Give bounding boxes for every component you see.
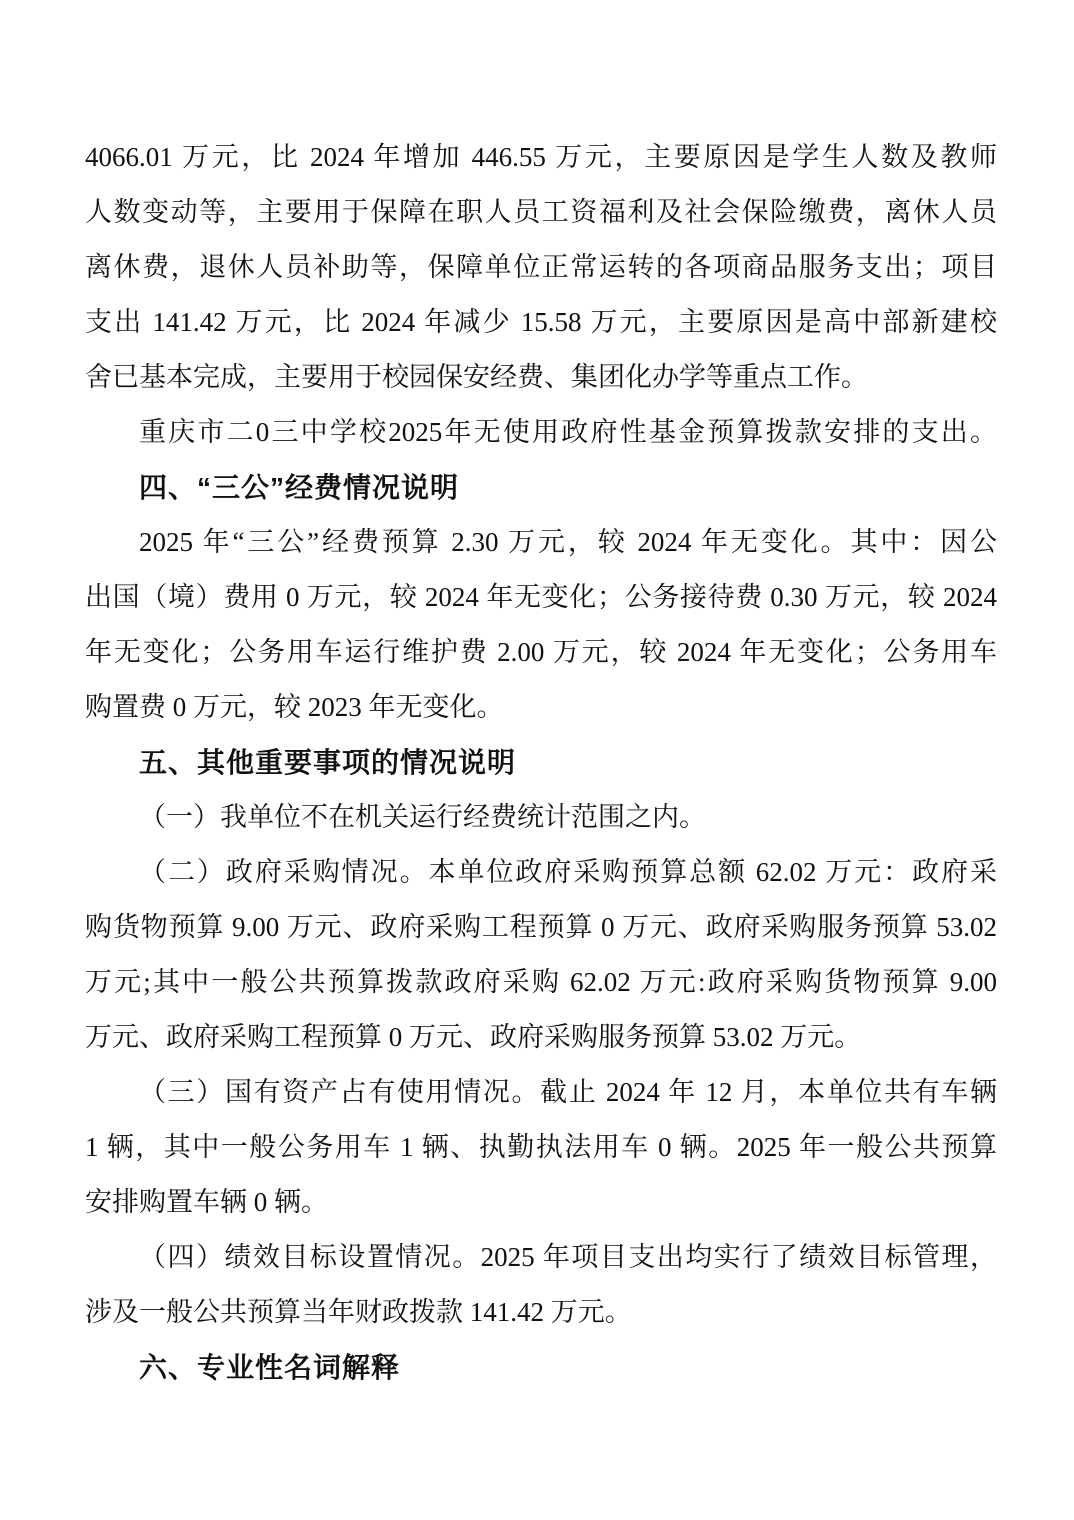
- text-line: （三）国有资产占有使用情况。截止 2024 年 12 月，本单位共有车辆: [139, 1077, 997, 1107]
- text-line: 离休费，退休人员补助等，保障单位正常运转的各项商品服务支出；项目: [85, 252, 997, 282]
- text-line: 出国（境）费用 0 万元，较 2024 年无变化；公务接待费 0.30 万元，较 2024: [85, 582, 997, 612]
- text-line: 2025 年“三公”经费预算 2.30 万元，较 2024 年无变化。其中：因公: [139, 527, 997, 557]
- text-line: （四）绩效目标设置情况。2025 年项目支出均实行了绩效目标管理，: [139, 1242, 997, 1272]
- section-heading: 六、专业性名词解释: [139, 1352, 401, 1383]
- text-line: 万元、政府采购工程预算 0 万元、政府采购服务预算 53.02 万元。: [85, 1022, 862, 1052]
- text-line: 安排购置车辆 0 辆。: [85, 1187, 328, 1217]
- text-line: （一）我单位不在机关运行经费统计范围之内。: [139, 802, 706, 832]
- text-line: （二）政府采购情况。本单位政府采购预算总额 62.02 万元：政府采: [139, 857, 997, 887]
- document-content: [85, 130, 997, 1395]
- text-line: 购置费 0 万元，较 2023 年无变化。: [85, 692, 504, 722]
- text-line: 重庆市二0三中学校2025年无使用政府性基金预算拨款安排的支出。: [139, 417, 997, 447]
- section-heading: 四、“三公”经费情况说明: [139, 472, 460, 503]
- text-line: 舍已基本完成，主要用于校园保安经费、集团化办学等重点工作。: [85, 362, 868, 392]
- text-line: 支出 141.42 万元，比 2024 年减少 15.58 万元，主要原因是高中部新建校: [85, 307, 997, 337]
- section-heading: 五、其他重要事项的情况说明: [139, 747, 517, 778]
- text-line: 年无变化；公务用车运行维护费 2.00 万元，较 2024 年无变化；公务用车: [85, 637, 997, 667]
- text-line: 万元;其中一般公共预算拨款政府采购 62.02 万元:政府采购货物预算 9.00: [85, 967, 997, 997]
- text-line: 人数变动等，主要用于保障在职人员工资福利及社会保险缴费，离休人员: [85, 197, 997, 227]
- text-line: 购货物预算 9.00 万元、政府采购工程预算 0 万元、政府采购服务预算 53.02: [85, 912, 997, 942]
- text-line: 4066.01 万元，比 2024 年增加 446.55 万元，主要原因是学生人数及教师: [85, 142, 997, 172]
- text-line: 1 辆，其中一般公务用车 1 辆、执勤执法用车 0 辆。2025 年一般公共预算: [85, 1132, 997, 1162]
- text-line: 涉及一般公共预算当年财政拨款 141.42 万元。: [85, 1297, 632, 1327]
